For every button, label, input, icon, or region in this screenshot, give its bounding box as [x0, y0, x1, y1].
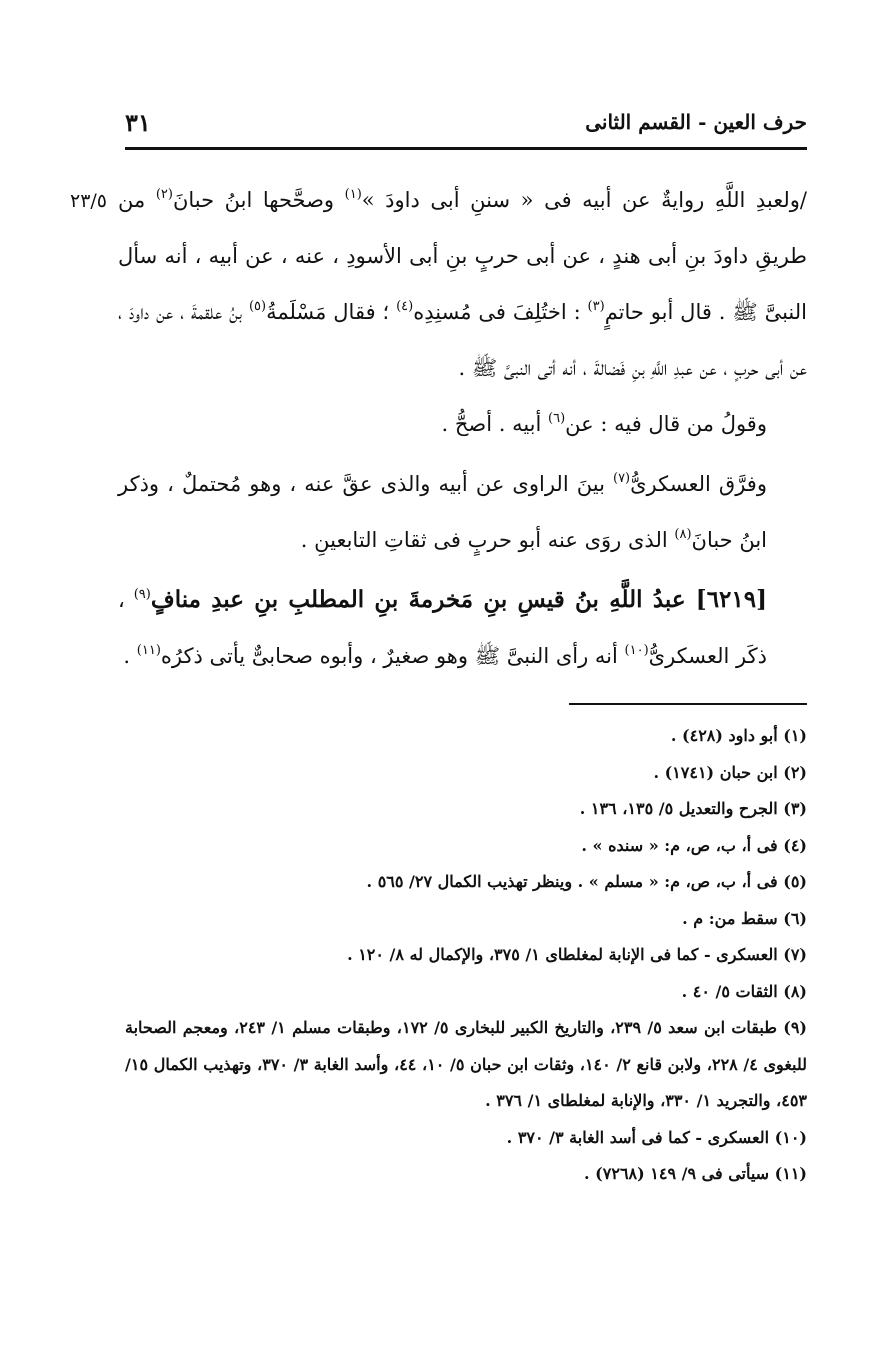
running-title: حرف العين - القسم الثانى	[585, 110, 807, 134]
footnote-9: (٩) طبقات ابن سعد ٥/ ٢٣٩، والتاريخ الكبير للبخارى ٥/ ١٧٢، وطبقات مسلم ١/ ٢٤٣، ومعجم الصحابة للبغوى ٤/ ٢٢٨، ولابن قانع ٢/ ١٤٠، وثقات ابن حبان ٥/ ١٠، ٤٤، وأسد الغابة ٣/ ٣٧٠، وتهذيب الكمال ١٥/ ٤٥٣، والتجريد ١/ ٣٣٠، والإنابة لمغلطاى ١/ ٣٧٦ .	[125, 1018, 808, 1110]
text-run: وفرَّق العسكرىُّ	[630, 472, 767, 496]
text-run: من طريقِ داودَ بنِ أبى هندٍ ، عن أبى حربٍ بنِ أبى الأسودِ ، عنه ، عن أبيه ، أنه سأل النبىَّ ﷺ . قال أبو حاتمٍ	[118, 188, 807, 324]
text-run: ؛ فقال مَسْلَمةُ	[266, 300, 397, 324]
footnote-7: (٧) العسكرى - كما فى الإنابة لمغلطاى ١/ ٣٧٥، والإكمال له ٨/ ١٢٠ .	[347, 945, 807, 964]
page-header	[125, 102, 807, 142]
footnote-5: (٥) فى أ، ب، ص، م: « مسلم » . وينظر تهذيب الكمال ٢٧/ ٥٦٥ .	[366, 872, 807, 891]
paragraph-1	[118, 172, 807, 396]
footnote-2: (٢) ابن حبان (١٧٤١) .	[653, 762, 807, 782]
footnotes	[125, 718, 807, 1193]
footnote-marker: (٥)	[248, 299, 267, 314]
paragraph-4	[118, 572, 807, 684]
text-run: بينَ الراوى عن أبيه والذى عقَّ عنه ، وهو مُحتملٌ ، وذكر ابنُ حبانَ	[118, 472, 767, 552]
text-run: : اختُلِفَ فى مُسنِدِه	[413, 300, 588, 324]
footnote-6: (٦) سقط من: م .	[682, 908, 807, 928]
footnote-marker: (٨)	[674, 527, 692, 542]
page-number: ٣١	[125, 107, 151, 137]
text-run: وقولُ من قال فيه : عن	[565, 412, 767, 436]
footnote-4: (٤) فى أ، ب، ص، م: « سنده » .	[581, 835, 807, 855]
footnote-marker: (٩)	[133, 587, 151, 602]
footnote-3: (٣) الجرح والتعديل ٥/ ١٣٥، ١٣٦ .	[579, 799, 807, 818]
footnote-11: (١١) سيأتى فى ٩/ ١٤٩ (٧٢٦٨) .	[584, 1164, 807, 1183]
footnote-1: (١) أبو داود (٤٢٨) .	[670, 726, 807, 745]
footnote-marker: (١)	[344, 187, 362, 202]
text-run: أنه رأى النبىَّ ﷺ وهو صغيرٌ ، وأبوه صحابىٌّ يأتى ذكرُه	[160, 644, 625, 668]
header-rule	[125, 147, 807, 150]
footnote-10: (١٠) العسكرى - كما فى أسد الغابة ٣/ ٣٧٠ .	[506, 1127, 807, 1147]
footnote-marker: (٧)	[612, 471, 631, 486]
text-run: بنُ علقمةَ ، عن داودَ ، عن أبى حربٍ ، عن عبدِ اللَّهِ بنِ فَضالةَ ، أنه أتى النبىَّ ﷺ .	[118, 300, 807, 380]
footnote-rule	[569, 703, 807, 705]
footnote-marker: (٢)	[155, 187, 173, 202]
footnote-marker: (٤)	[396, 299, 414, 314]
text-run: الذى روَى عنه أبو حربٍ فى ثقاتِ التابعينِ .	[300, 528, 675, 552]
footnote-marker: (١٠)	[624, 643, 649, 658]
paragraph-3	[118, 456, 807, 568]
margin-reference: ٢٣/٥	[70, 190, 108, 212]
text-run: أبيه . أصحُّ .	[441, 412, 549, 436]
text-run: .	[123, 644, 137, 668]
footnote-8: (٨) الثقات ٥/ ٤٠ .	[681, 981, 807, 1001]
footnote-marker: (٦)	[548, 411, 566, 426]
paragraph-2	[118, 396, 807, 452]
text-run: ، ذكَر العسكرىُّ	[118, 588, 767, 668]
footnote-marker: (٣)	[587, 299, 605, 314]
entry-heading: [٦٢١٩] عبدُ اللَّهِ بنُ قيسِ بنِ مَخرمةَ بنِ المطلبِ بنِ عبدِ منافٍ	[150, 586, 768, 613]
main-text	[118, 172, 807, 684]
text-run: وصحَّحها ابنُ حبانَ	[172, 188, 345, 212]
text-run: /ولعبدِ اللَّهِ روايةٌ عن أبيه فى « سننِ أبى داودَ »	[361, 188, 807, 212]
footnote-marker: (١١)	[136, 643, 161, 658]
